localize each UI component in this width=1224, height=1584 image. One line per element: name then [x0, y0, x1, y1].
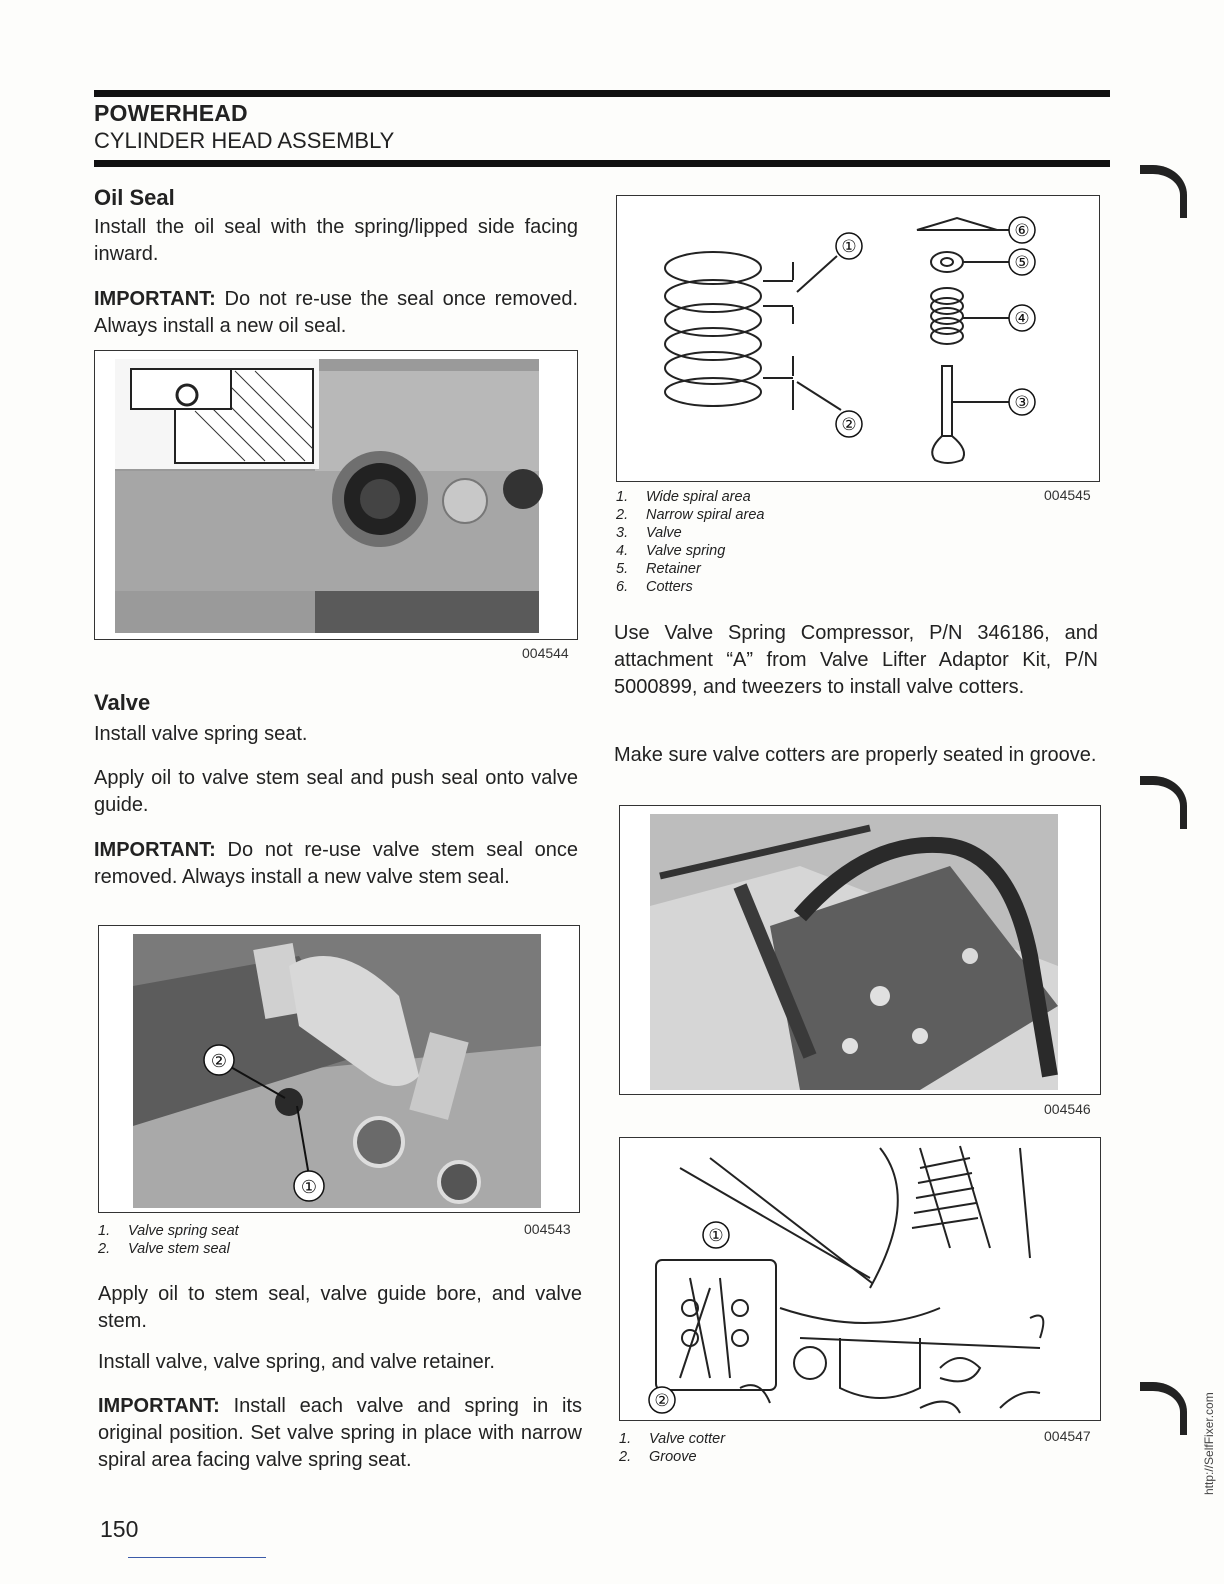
caption-item: 5. Retainer	[616, 561, 701, 577]
subsection-title: CYLINDER HEAD ASSEMBLY	[94, 128, 395, 153]
valve-important-2	[98, 1393, 582, 1474]
page-number: 150	[100, 1516, 139, 1542]
diagram-callout-4: ④	[1014, 309, 1030, 329]
caption-item: 4. Valve spring	[616, 543, 726, 559]
valve-components-diagram	[616, 195, 1100, 482]
compressor-figure	[619, 805, 1101, 1095]
watermark-url: http://SelfFixer.com	[1202, 1392, 1216, 1495]
diagram-callout-2: ②	[841, 415, 857, 435]
valve-paragraph-4: Install valve, valve spring, and valve retainer.	[98, 1351, 495, 1373]
valve-stem-seal-photo	[99, 926, 579, 1212]
figure-number-004547: 004547	[1044, 1428, 1091, 1444]
figure-number-004543: 004543	[524, 1221, 571, 1237]
oil-seal-figure	[94, 350, 578, 640]
figure-number-004545: 004545	[1044, 487, 1091, 503]
caption-item: 2. Narrow spiral area	[616, 507, 765, 523]
compressor-photo	[620, 806, 1100, 1094]
compressor-paragraph: Use Valve Spring Compressor, P/N 346186, and attachment “A” from Valve Lifter Adaptor Kit, P/N 5000899, and tweezers to install valve cotters.	[614, 622, 1098, 698]
oil-seal-photo	[95, 351, 577, 639]
oil-seal-paragraph: Install the oil seal with the spring/lipped side facing inward.	[94, 216, 578, 265]
valve-paragraph-3: Apply oil to stem seal, valve guide bore, and valve stem.	[98, 1283, 582, 1332]
important-text: Do not re-use the seal once removed. Always install a new oil seal.	[94, 288, 578, 337]
section-title: POWERHEAD	[94, 100, 248, 126]
binder-tab-top	[1140, 165, 1187, 218]
figure-number-004546: 004546	[1044, 1101, 1091, 1117]
caption-item: 1. Valve spring seat	[98, 1223, 239, 1239]
diagram-callout-5: ⑤	[1014, 253, 1030, 273]
valve-stem-seal-figure	[98, 925, 580, 1213]
figure-number-004544: 004544	[522, 645, 569, 661]
caption-item: 6. Cotters	[616, 579, 693, 595]
diagram-callout-6: ⑥	[1014, 221, 1030, 241]
binder-tab-middle	[1140, 776, 1187, 829]
caption-item: 2. Valve stem seal	[98, 1241, 230, 1257]
diagram-callout-3: ③	[1014, 393, 1030, 413]
diagram-callout-1: ①	[841, 237, 857, 257]
diagram-caption-list	[616, 488, 764, 596]
valve-paragraph-2: Apply oil to valve stem seal and push seal onto valve guide.	[94, 767, 578, 816]
callout-1: ①	[300, 1177, 318, 1198]
caption-item: 1. Wide spiral area	[616, 489, 751, 505]
oil-seal-important	[94, 286, 578, 340]
header-rule-bottom	[94, 160, 1110, 167]
valve-important	[94, 837, 578, 891]
valve-paragraph-1: Install valve spring seat.	[94, 723, 308, 745]
header-rule-top	[94, 90, 1110, 97]
cotter-callout-2: ②	[654, 1391, 670, 1411]
callout-2: ②	[210, 1051, 228, 1072]
oil-seal-heading: Oil Seal	[94, 185, 175, 210]
cotter-caption-list	[619, 1430, 725, 1466]
cotter-groove-diagram	[619, 1137, 1101, 1421]
cotter-callout-1: ①	[708, 1226, 724, 1246]
footer-link-underline	[128, 1557, 266, 1558]
valve-caption-list	[98, 1222, 239, 1258]
binder-tab-bottom	[1140, 1382, 1187, 1435]
valve-components-drawing	[617, 196, 1099, 481]
cotter-groove-drawing	[620, 1138, 1100, 1420]
important-text: Do not re-use valve stem seal once removed. Always install a new valve stem seal.	[94, 839, 578, 888]
cotters-paragraph: Make sure valve cotters are properly seated in groove.	[614, 744, 1097, 766]
valve-heading: Valve	[94, 690, 151, 715]
important-label: IMPORTANT:	[98, 1395, 220, 1417]
important-text: Install each valve and spring in its original position. Set valve spring in place with narrow spiral area facing valve spring seat.	[98, 1395, 582, 1471]
important-label: IMPORTANT:	[94, 288, 216, 310]
caption-item: 2. Groove	[619, 1449, 697, 1465]
caption-item: 3. Valve	[616, 525, 682, 541]
caption-item: 1. Valve cotter	[619, 1431, 726, 1447]
important-label: IMPORTANT:	[94, 839, 216, 861]
